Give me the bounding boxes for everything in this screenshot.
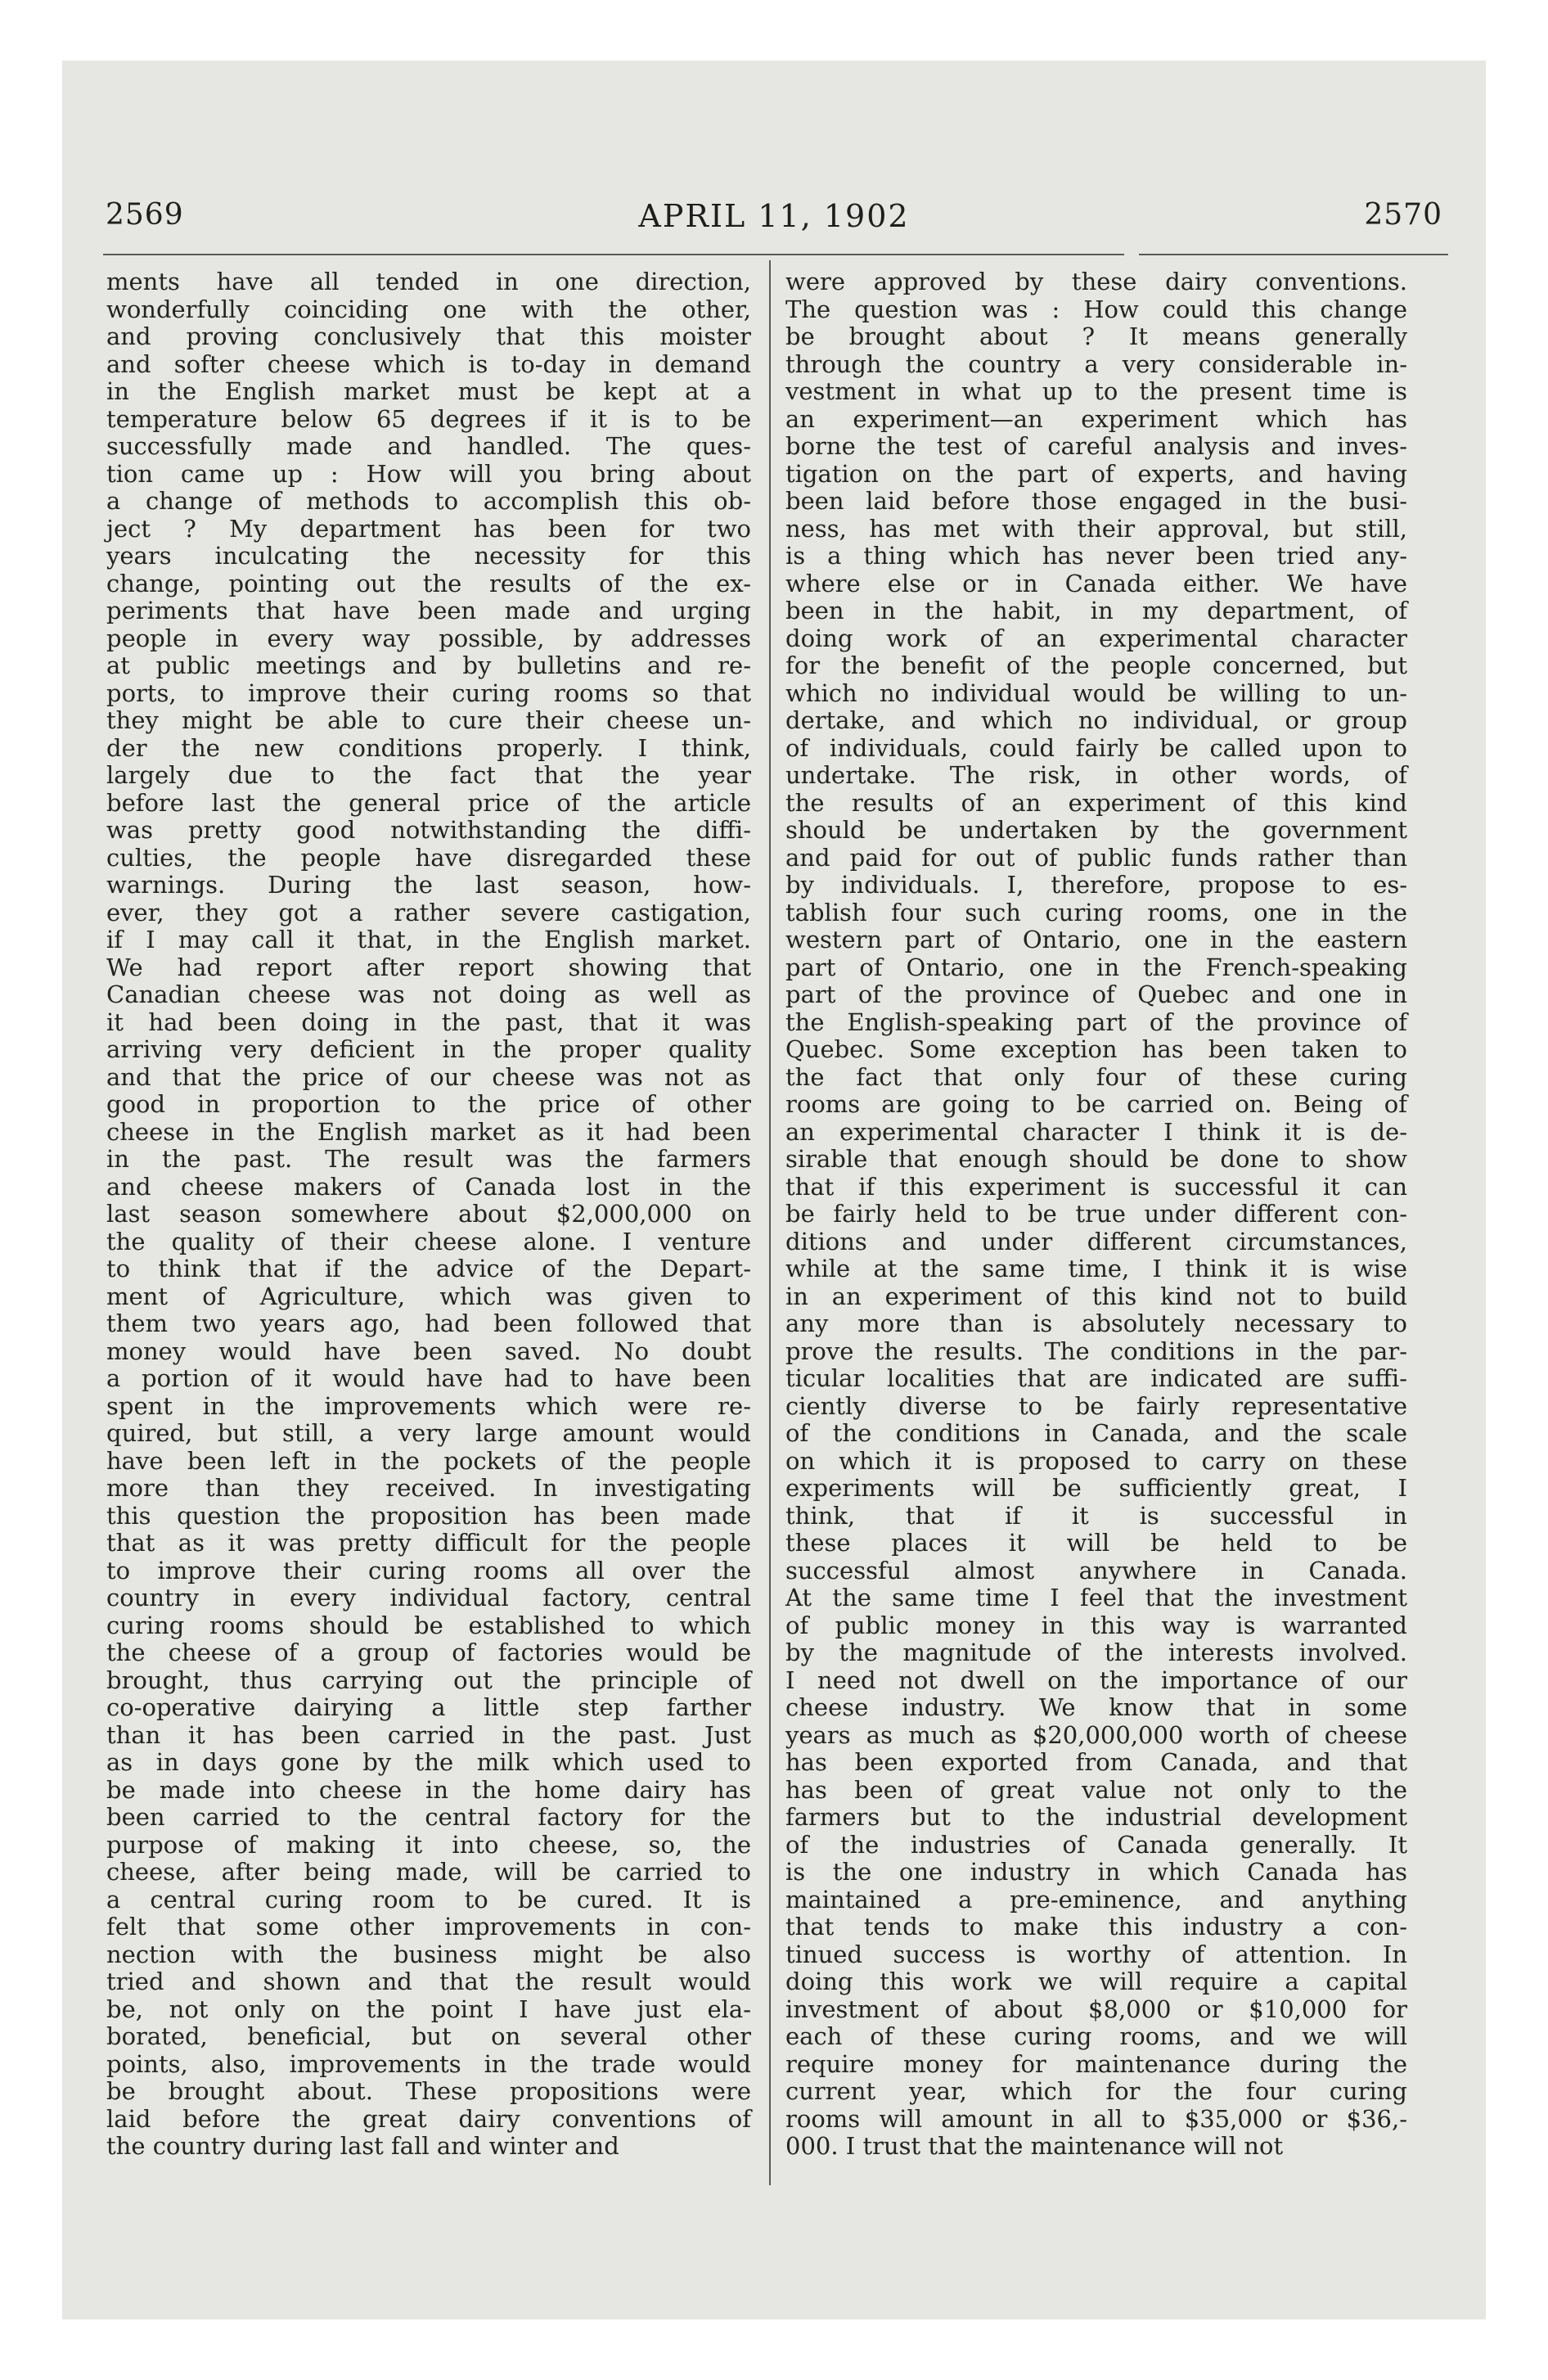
text-line: the country during last fall and winter and (106, 2132, 619, 2160)
text-line: be brought about ? It means generally (785, 322, 1407, 350)
text-line: last season somewhere about $2,000,000 on (106, 1200, 751, 1228)
text-line: for the benefit of the people concerned, but (785, 651, 1407, 679)
text-line: ticular localities that are indicated are suffi- (785, 1364, 1407, 1392)
text-line: largely due to the fact that the year (106, 761, 751, 789)
text-line: maintained a pre-eminence, and anything (785, 1885, 1407, 1913)
text-line: that if this experiment is successful it can (785, 1172, 1407, 1201)
text-line: ciently diverse to be fairly representative (785, 1391, 1407, 1420)
header-rule-left (103, 254, 1124, 255)
text-line: points, also, improvements in the trade would (106, 2049, 751, 2078)
text-line: and paid for out of public funds rather than (785, 843, 1407, 872)
text-line: and softer cheese which is to-day in demand (106, 349, 751, 378)
text-line: as in days gone by the milk which used to (106, 1748, 751, 1776)
text-line: years as much as $20,000,000 worth of cheese (785, 1720, 1407, 1749)
page-header (62, 198, 1486, 247)
text-line: the quality of their cheese alone. I venture (106, 1227, 751, 1255)
text-line: of the industries of Canada generally. It (785, 1830, 1407, 1859)
text-line: tried and shown and that the result would (106, 1968, 751, 1995)
text-line: be brought about. These propositions were (106, 2077, 751, 2105)
text-line: by the magnitude of the interests involved. (785, 1639, 1407, 1666)
text-line: successfully made and handled. The ques- (106, 432, 751, 460)
text-line: years inculcating the necessity for this (106, 542, 751, 570)
text-line: rooms will amount in all to $35,000 or $36,- (785, 2104, 1407, 2133)
text-line: if I may call it that, in the English market. (106, 926, 751, 953)
text-line: require money for maintenance during the (785, 2049, 1407, 2078)
left-text-column (106, 268, 751, 2161)
text-line: were approved by these dairy conventions. (785, 268, 1407, 295)
text-line: part of the province of Quebec and one in (785, 980, 1407, 1008)
text-line: warnings. During the last season, how- (106, 871, 751, 899)
text-line: ever, they got a rather severe castigation, (106, 898, 751, 926)
text-line: each of these curing rooms, and we will (785, 2022, 1407, 2050)
column-divider (769, 260, 771, 2185)
text-line: investment of about $8,000 or $10,000 for (785, 1995, 1407, 2023)
text-line: purpose of making it into cheese, so, the (106, 1830, 751, 1859)
text-line: I need not dwell on the importance of our (785, 1666, 1407, 1694)
text-line: a change of methods to accomplish this ob- (106, 487, 751, 515)
text-line: part of Ontario, one in the French-speaking (785, 953, 1407, 981)
text-line: of the conditions in Canada, and the scale (785, 1419, 1407, 1447)
right-text-column (785, 268, 1407, 2161)
text-line: borne the test of careful analysis and inves- (785, 432, 1407, 460)
text-line: has been of great value not only to the (785, 1775, 1407, 1804)
text-line: tion came up : How will you bring about (106, 459, 751, 488)
text-line: the cheese of a group of factories would be (106, 1639, 751, 1666)
text-line: ments have all tended in one direction, (106, 268, 751, 295)
text-line: an experimental character I think it is de- (785, 1117, 1407, 1146)
text-line: Quebec. Some exception has been taken to (785, 1035, 1407, 1063)
text-line: experiments will be sufficiently great, I (785, 1474, 1407, 1502)
text-line: quired, but still, a very large amount would (106, 1419, 751, 1447)
text-line: nection with the business might be also (106, 1940, 751, 1968)
text-line: is the one industry in which Canada has (785, 1858, 1407, 1886)
text-line: change, pointing out the results of the ex- (106, 569, 751, 597)
text-line: this question the proposition has been made (106, 1501, 751, 1530)
text-line: on which it is proposed to carry on these (785, 1446, 1407, 1475)
text-line: and that the price of our cheese was not as (106, 1062, 751, 1091)
text-line: ports, to improve their curing rooms so that (106, 678, 751, 707)
text-line: in an experiment of this kind not to build (785, 1282, 1407, 1310)
text-line: ditions and under different circumstances, (785, 1227, 1407, 1255)
text-line: it had been doing in the past, that it was (106, 1007, 751, 1036)
text-line: tigation on the part of experts, and having (785, 459, 1407, 488)
text-line: while at the same time, I think it is wise (785, 1255, 1407, 1282)
text-line: in the English market must be kept at a (106, 377, 751, 405)
text-line: which no individual would be willing to un- (785, 678, 1407, 707)
text-line: farmers but to the industrial development (785, 1803, 1407, 1831)
scanned-page (62, 61, 1486, 2319)
header-date: APRIL 11, 1902 (638, 198, 910, 234)
text-line: be, not only on the point I have just ela- (106, 1995, 751, 2023)
text-line: cheese in the English market as it had been (106, 1117, 751, 1146)
text-line: the results of an experiment of this kind (785, 788, 1407, 817)
text-line: them two years ago, had been followed that (106, 1309, 751, 1337)
text-line: money would have been saved. No doubt (106, 1336, 751, 1365)
text-line: 000. I trust that the maintenance will not (785, 2132, 1284, 2160)
text-line: to improve their curing rooms all over the (106, 1556, 751, 1584)
text-line: and proving conclusively that this moister (106, 322, 751, 350)
text-line: that as it was pretty difficult for the people (106, 1529, 751, 1557)
text-line: before last the general price of the article (106, 788, 751, 817)
text-line: vestment in what up to the present time is (785, 377, 1407, 405)
text-line: arriving very deficient in the proper quality (106, 1035, 751, 1063)
text-line: good in proportion to the price of other (106, 1090, 751, 1118)
text-line: brought, thus carrying out the principle of (106, 1666, 751, 1694)
text-line: sirable that enough should be done to show (785, 1145, 1407, 1173)
text-line: an experiment—an experiment which has (785, 404, 1407, 433)
text-line: they might be able to cure their cheese un- (106, 706, 751, 734)
text-line: ject ? My department has been for two (106, 514, 751, 543)
text-line: a central curing room to be cured. It is (106, 1885, 751, 1913)
text-line: of individuals, could fairly be called upon to (785, 733, 1407, 762)
text-line: spent in the improvements which were re- (106, 1391, 751, 1420)
text-line: undertake. The risk, in other words, of (785, 761, 1407, 789)
text-line: been in the habit, in my department, of (785, 597, 1407, 624)
text-line: ness, has met with their approval, but still, (785, 514, 1407, 543)
text-line: der the new conditions properly. I think, (106, 733, 751, 762)
text-line: Canadian cheese was not doing as well as (106, 980, 751, 1008)
text-line: The question was : How could this change (785, 295, 1407, 323)
text-line: be made into cheese in the home dairy has (106, 1775, 751, 1804)
text-line: been carried to the central factory for the (106, 1803, 751, 1831)
text-line: more than they received. In investigating (106, 1474, 751, 1502)
text-line: ment of Agriculture, which was given to (106, 1282, 751, 1310)
text-line: We had report after report showing that (106, 953, 751, 981)
text-line: of public money in this way is warranted (785, 1611, 1407, 1639)
text-line: should be undertaken by the government (785, 816, 1407, 844)
text-line: western part of Ontario, one in the eastern (785, 926, 1407, 953)
text-line: by individuals. I, therefore, propose to es- (785, 871, 1407, 899)
text-line: borated, beneficial, but on several other (106, 2022, 751, 2050)
text-line: was pretty good notwithstanding the diffi- (106, 816, 751, 844)
text-line: have been left in the pockets of the people (106, 1446, 751, 1475)
text-line: tinued success is worthy of attention. In (785, 1940, 1407, 1968)
text-line: at public meetings and by bulletins and re- (106, 651, 751, 679)
text-line: been laid before those engaged in the busi- (785, 487, 1407, 515)
text-line: these places it will be held to be (785, 1529, 1407, 1557)
text-line: cheese industry. We know that in some (785, 1693, 1407, 1721)
text-line: current year, which for the four curing (785, 2077, 1407, 2105)
text-line: is a thing which has never been tried any- (785, 542, 1407, 570)
text-line: culties, the people have disregarded these (106, 843, 751, 872)
text-line: felt that some other improvements in con- (106, 1913, 751, 1941)
text-line: wonderfully coinciding one with the other, (106, 295, 751, 323)
text-line: doing work of an experimental character (785, 624, 1407, 652)
text-line: where else or in Canada either. We have (785, 569, 1407, 597)
text-line: co-operative dairying a little step farther (106, 1693, 751, 1721)
text-line: At the same time I feel that the investment (785, 1584, 1407, 1611)
text-line: has been exported from Canada, and that (785, 1748, 1407, 1776)
left-page-number: 2569 (106, 198, 184, 232)
text-line: cheese, after being made, will be carried to (106, 1858, 751, 1886)
text-line: successful almost anywhere in Canada. (785, 1556, 1407, 1584)
header-rule-right (1139, 254, 1448, 255)
text-line: through the country a very considerable in- (785, 349, 1407, 378)
text-line: a portion of it would have had to have been (106, 1364, 751, 1392)
text-line: curing rooms should be established to which (106, 1611, 751, 1639)
text-line: prove the results. The conditions in the par- (785, 1336, 1407, 1365)
text-line: be fairly held to be true under different con- (785, 1200, 1407, 1228)
text-line: in the past. The result was the farmers (106, 1145, 751, 1173)
text-line: rooms are going to be carried on. Being of (785, 1090, 1407, 1118)
text-line: tablish four such curing rooms, one in the (785, 898, 1407, 926)
text-line: than it has been carried in the past. Just (106, 1720, 751, 1749)
text-line: people in every way possible, by addresses (106, 624, 751, 652)
text-line: dertake, and which no individual, or group (785, 706, 1407, 734)
text-line: that tends to make this industry a con- (785, 1913, 1407, 1941)
text-line: to think that if the advice of the Depart- (106, 1255, 751, 1282)
text-line: country in every individual factory, central (106, 1584, 751, 1611)
text-line: laid before the great dairy conventions of (106, 2104, 751, 2133)
text-line: the fact that only four of these curing (785, 1062, 1407, 1091)
right-page-number: 2570 (1364, 198, 1442, 232)
text-line: temperature below 65 degrees if it is to be (106, 404, 751, 433)
text-line: and cheese makers of Canada lost in the (106, 1172, 751, 1201)
text-line: the English-speaking part of the province of (785, 1007, 1407, 1036)
text-line: periments that have been made and urging (106, 597, 751, 624)
text-line: any more than is absolutely necessary to (785, 1309, 1407, 1337)
text-line: doing this work we will require a capital (785, 1968, 1407, 1995)
text-line: think, that if it is successful in (785, 1501, 1407, 1530)
